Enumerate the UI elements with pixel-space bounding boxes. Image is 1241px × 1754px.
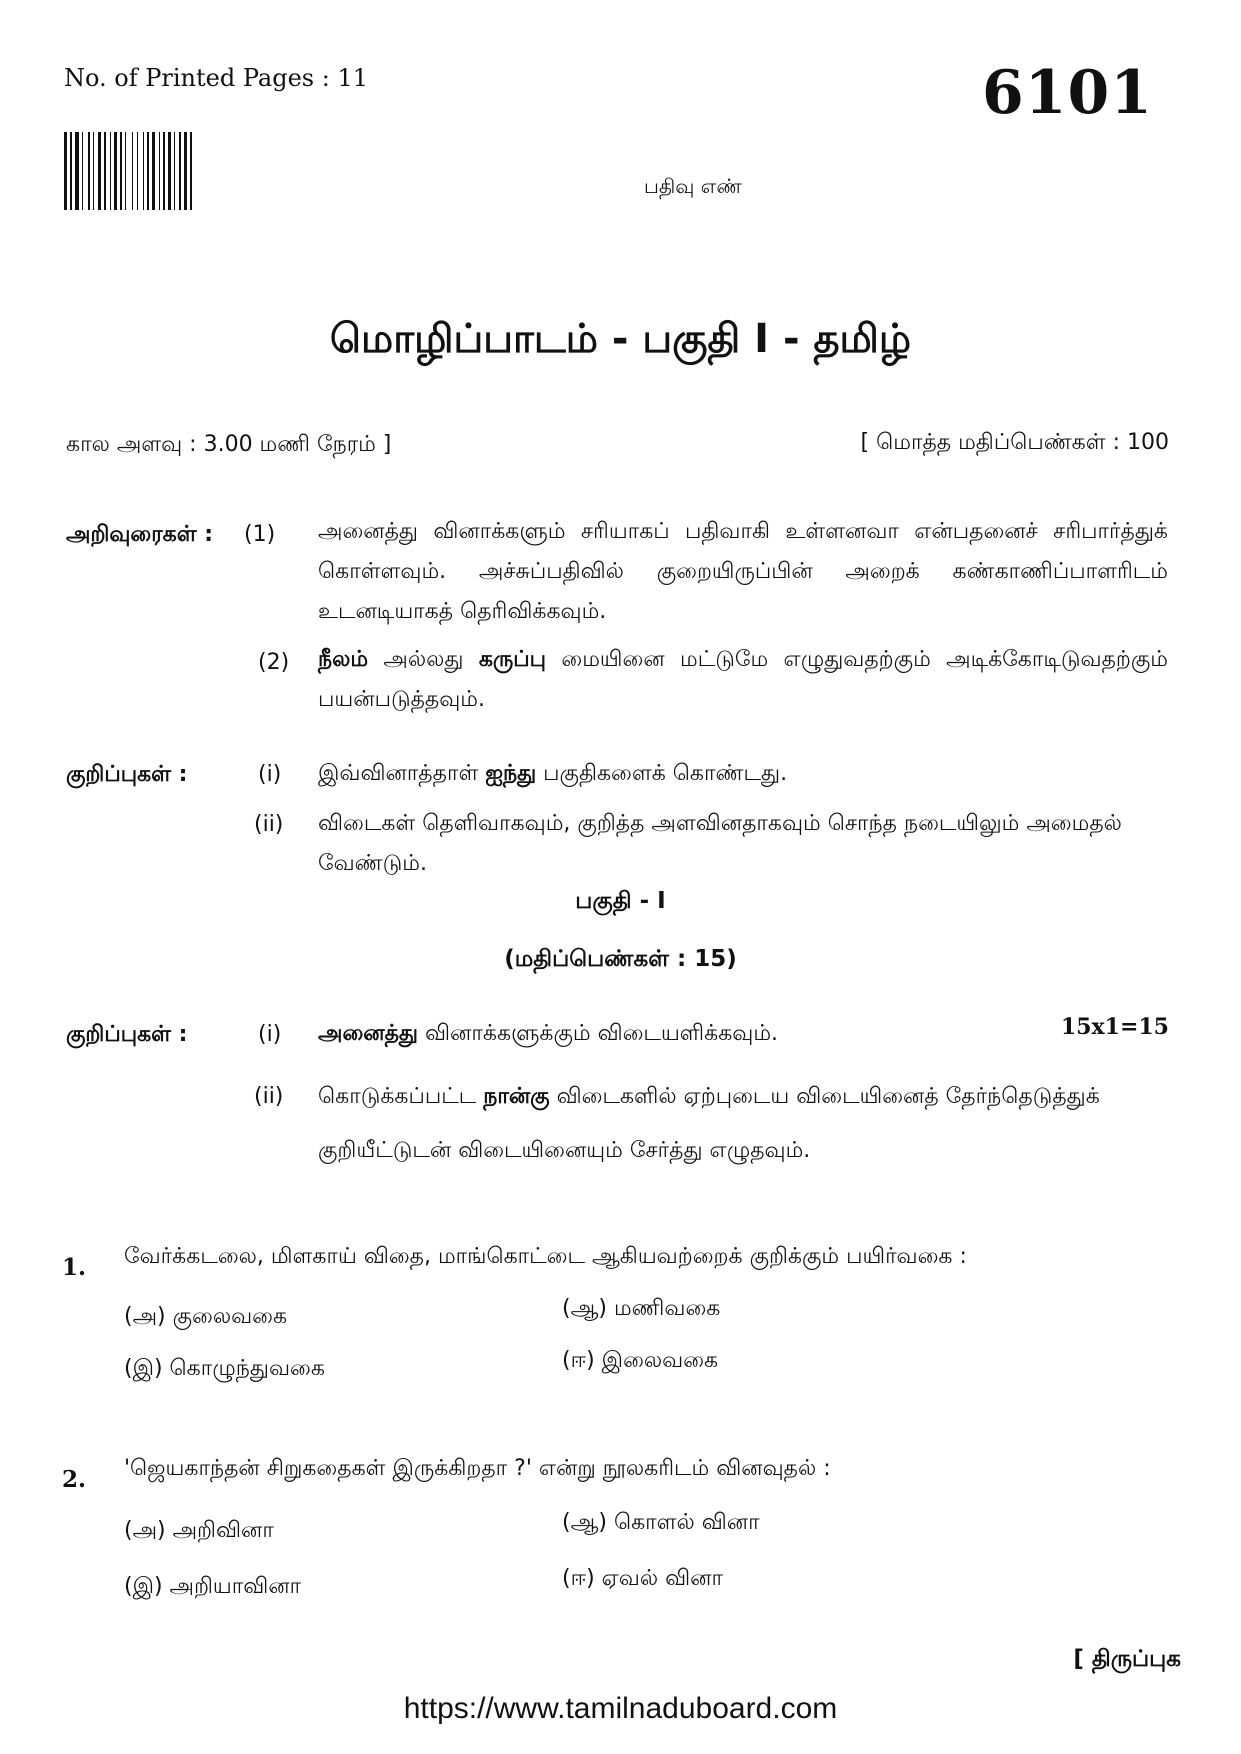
- registration-number-label: பதிவு எண்: [644, 174, 742, 198]
- text-run: அல்லது: [368, 647, 479, 672]
- text-run: வினாக்களுக்கும் விடையளிக்கவும்.: [418, 1021, 779, 1046]
- note-number: (i): [258, 762, 282, 787]
- question-option: (ஆ) கொளல் வினா: [562, 1510, 760, 1535]
- instruction-text: [318, 640, 1168, 720]
- instruction-number: (1): [244, 522, 276, 547]
- section-note-text: [318, 1070, 1138, 1178]
- question-text: வேர்க்கடலை, மிளகாய் விதை, மாங்கொட்டை ஆகியவற்றைக் குறிக்கும் பயிர்வகை :: [124, 1244, 967, 1269]
- question-number: 1.: [62, 1254, 87, 1281]
- text-run: நீலம்: [318, 647, 369, 672]
- text-run: ஐந்து: [485, 761, 537, 786]
- question-number: 2.: [62, 1466, 87, 1493]
- section-marks: (மதிப்பெண்கள் : 15): [504, 946, 737, 972]
- text-run: பகுதிகளைக் கொண்டது.: [536, 761, 788, 786]
- footer-url[interactable]: https://www.tamilnaduboard.com: [403, 1692, 838, 1725]
- note-text: [318, 754, 1178, 794]
- notes-label: குறிப்புகள் :: [66, 762, 188, 787]
- section-note-number: (i): [258, 1022, 282, 1047]
- text-run: அனைத்து: [318, 1021, 419, 1046]
- text-run: விடைகளில் ஏற்புடைய விடையினைத் தேர்ந்தெடுத்துக் குறியீட்டுடன் விடையினையும் சேர்த்து எழுதவும்.: [318, 1084, 1100, 1163]
- exam-duration: கால அளவு : 3.00 மணி நேரம் ]: [66, 432, 392, 457]
- text-run: இவ்வினாத்தாள்: [318, 761, 486, 786]
- note-number: (ii): [254, 812, 284, 837]
- question-option: (ஈ) ஏவல் வினா: [562, 1566, 723, 1591]
- total-marks: [ மொத்த மதிப்பெண்கள் : 100: [860, 430, 1169, 455]
- text-run: நான்கு: [483, 1084, 550, 1109]
- text-run: கருப்பு: [478, 647, 547, 672]
- section-note-text: [318, 1014, 938, 1054]
- instructions-label: அறிவுரைகள் :: [66, 522, 213, 547]
- text-run: கொடுக்கப்பட்ட: [318, 1084, 484, 1109]
- text-run: மையினை மட்டுமே எழுதுவதற்கும் அடிக்கோடிடுவதற்கும் பயன்படுத்தவும்.: [318, 647, 1168, 712]
- question-option: (அ) குலைவகை: [124, 1304, 288, 1329]
- question-option: (அ) அறிவினா: [124, 1518, 274, 1543]
- question-option: (ஆ) மணிவகை: [562, 1296, 721, 1321]
- turn-over-note: [ திருப்புக: [1073, 1646, 1181, 1672]
- section-title: பகுதி - I: [575, 888, 666, 914]
- question-option: (ஈ) இலைவகை: [562, 1348, 719, 1373]
- barcode-icon: [64, 132, 249, 210]
- question-option: (இ) கொழுந்துவகை: [124, 1356, 325, 1381]
- instruction-number: (2): [258, 650, 290, 675]
- note-text: விடைகள் தெளிவாகவும், குறித்த அளவினதாகவும் சொந்த நடையிலும் அமைதல் வேண்டும்.: [318, 811, 1122, 876]
- question-option: (இ) அறியாவினா: [124, 1574, 302, 1599]
- instruction-text: அனைத்து வினாக்களும் சரியாகப் பதிவாகி உள்ளனவா என்பதனைச் சரிபார்த்துக் கொள்ளவும். அச்சுப்பதிவில் குறையிருப்பின் அறைக் கண்காணிப்பாளரிடம் உடனடியாகத் தெரிவிக்கவும்.: [318, 519, 1168, 624]
- page-title: மொழிப்பாடம் - பகுதி I - தமிழ்: [329, 316, 912, 362]
- printed-pages-count: No. of Printed Pages : 11: [64, 64, 368, 92]
- section-notes-label: குறிப்புகள் :: [66, 1022, 188, 1047]
- question-text: 'ஜெயகாந்தன் சிறுகதைகள் இருக்கிறதா ?' என்று நூலகரிடம் வினவுதல் :: [124, 1456, 831, 1481]
- section-note-number: (ii): [254, 1084, 284, 1109]
- section-marks-calculation: 15x1=15: [1060, 1014, 1169, 1040]
- paper-code: 6101: [982, 58, 1153, 128]
